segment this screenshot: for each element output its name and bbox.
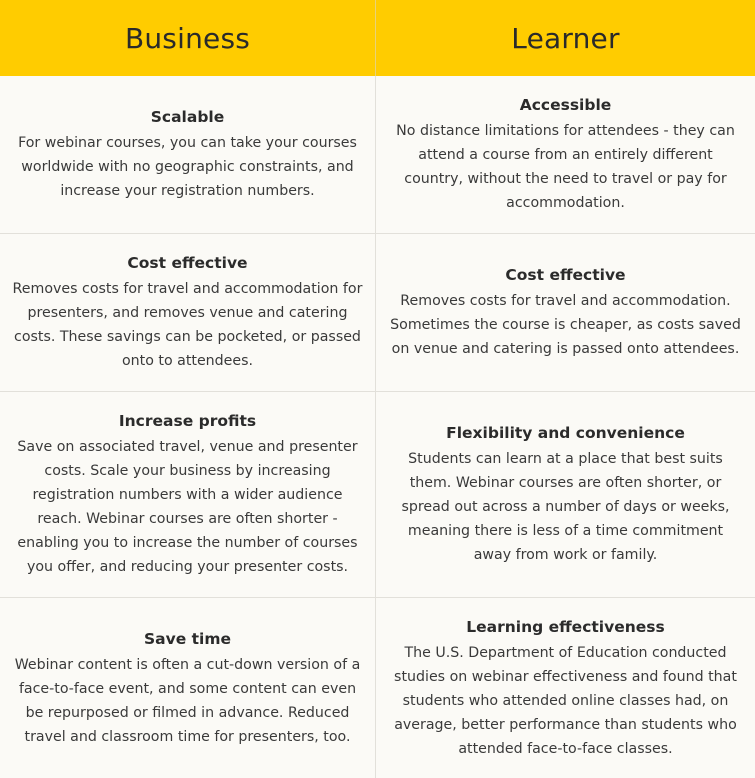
cell-title: Cost effective — [127, 254, 248, 272]
cell-title: Accessible — [519, 96, 612, 114]
cell-title: Flexibility and convenience — [446, 424, 685, 442]
cell-body: The U.S. Department of Education conducted studies on webinar effectiveness and found that students who attended online classes had, on average, better performance than students who attended face-to-face classes. — [394, 644, 737, 757]
cell-body: Webinar content is often a cut-down version of a face-to-face event, and some content can even be repurposed or filmed in advance. Reduced travel and classroom time for presenters, too. — [14, 656, 361, 745]
cell-body: No distance limitations for attendees - they can attend a course from an entirely different country, without the need to travel or pay for accommodation. — [396, 123, 735, 211]
cell-body: Students can learn at a place that best suits them. Webinar courses are often shorter, or spread out across a number of days or weeks, meaning there is less of a time commitment away from work or family. — [401, 451, 730, 563]
table-cell-learner — [376, 392, 755, 598]
cell-title: Save time — [143, 629, 232, 648]
column-header-learner: Learner — [376, 0, 755, 76]
cell-body: Save on associated travel, venue and presenter costs. Scale your business by increasing registration numbers with a wider audience reach. Webinar courses are often shorter - enabling you to increase the number of courses you offer, and reducing your presenter costs. — [17, 439, 358, 575]
table-cell-business — [0, 598, 376, 778]
table-cell-learner — [376, 234, 755, 392]
table-cell-business — [0, 234, 376, 392]
cell-title: Cost effective — [505, 266, 626, 284]
cell-title: Increase profits — [118, 412, 257, 430]
cell-body: For webinar courses, you can take your courses worldwide with no geographic constraints, and increase your registration numbers. — [18, 135, 357, 199]
cell-body: Removes costs for travel and accommodation for presenters, and removes venue and catering costs. These savings can be pocketed, or passed onto to attendees. — [12, 281, 363, 369]
table-cell-business — [0, 76, 376, 234]
cell-title: Learning effectiveness — [466, 617, 665, 636]
table-cell-business — [0, 392, 376, 598]
cell-title: Scalable — [150, 108, 225, 126]
column-header-business: Business — [0, 0, 376, 76]
table-cell-learner — [376, 76, 755, 234]
table-cell-learner — [376, 598, 755, 778]
cell-body: Removes costs for travel and accommodation. Sometimes the course is cheaper, as costs saved on venue and catering is passed onto attendees. — [390, 293, 741, 357]
